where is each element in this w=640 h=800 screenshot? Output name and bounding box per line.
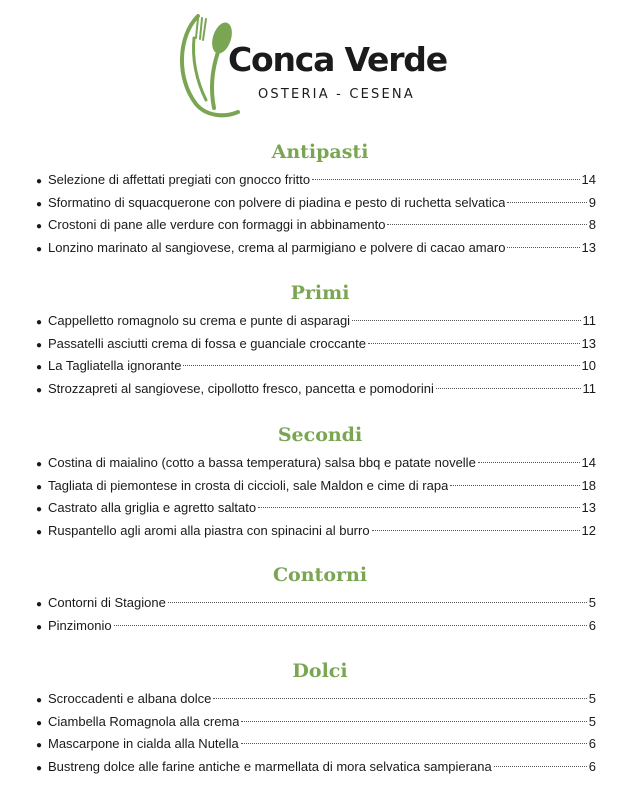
- bullet-icon: ●: [36, 599, 43, 610]
- bullet-icon: ●: [36, 317, 43, 328]
- bullet-icon: ●: [36, 717, 43, 729]
- dot-leader: [507, 247, 579, 248]
- menu-item-list: [0, 592, 640, 637]
- menu-item: [0, 475, 640, 498]
- menu-item: [0, 452, 640, 475]
- section-antipasti: [0, 140, 640, 260]
- section-secondi: [0, 423, 640, 543]
- brand-subtitle: OSTERIA - CESENA: [258, 87, 415, 102]
- menu-item: [0, 333, 640, 356]
- item-name: La Tagliatella ignorante: [48, 358, 182, 374]
- menu-item-list: [0, 688, 640, 779]
- item-name: Sformatino di squacquerone con polvere di piadina e pesto di ruchetta selvatica: [48, 194, 506, 210]
- dot-leader: [507, 202, 586, 203]
- dot-leader: [372, 530, 580, 531]
- menu-item: [0, 169, 640, 192]
- bullet-icon: ●: [36, 621, 43, 633]
- menu-item: [0, 497, 640, 520]
- item-price: 5: [588, 595, 596, 610]
- menu-item: [0, 592, 640, 615]
- section-title: Dolci: [292, 660, 348, 682]
- bullet-icon: ●: [36, 339, 43, 351]
- item-name: Strozzapreti al sangiovese, cipollotto fresco, pancetta e pomodorini: [48, 381, 434, 397]
- menu-item: [0, 237, 640, 260]
- dot-leader: [450, 485, 579, 486]
- section-title: Antipasti: [271, 141, 369, 163]
- item-name: Ruspantello agli aromi alla piastra con spinacini al burro: [48, 523, 370, 539]
- bullet-icon: ●: [36, 763, 43, 775]
- item-price: 10: [581, 358, 596, 374]
- menu-item-list: [0, 452, 640, 543]
- menu-item: [0, 355, 640, 378]
- item-name: Passatelli asciutti crema di fossa e guanciale croccante: [48, 335, 366, 351]
- section-contorni: [0, 563, 640, 637]
- dot-leader: [241, 743, 587, 744]
- dot-leader: [114, 625, 587, 626]
- dot-leader: [478, 462, 580, 463]
- item-price: 6: [588, 617, 596, 633]
- bullet-icon: ●: [36, 459, 43, 470]
- dot-leader: [312, 179, 579, 180]
- item-price: 6: [588, 736, 596, 752]
- menu-item: [0, 310, 640, 333]
- bullet-icon: ●: [36, 244, 43, 256]
- item-price: 12: [581, 523, 596, 539]
- dot-leader: [436, 388, 581, 389]
- dot-leader: [183, 365, 579, 366]
- item-price: 11: [582, 381, 596, 397]
- dot-leader: [368, 343, 580, 344]
- item-name: Bustreng dolce alle farine antiche e marmellata di mora selvatica sampierana: [48, 759, 492, 775]
- item-name: Contorni di Stagione: [48, 595, 166, 610]
- item-price: 13: [581, 500, 596, 516]
- menu-item: [0, 756, 640, 779]
- item-price: 5: [588, 713, 596, 729]
- item-name: Costina di maialino (cotto a bassa temperatura) salsa bbq e patate novelle: [48, 455, 476, 470]
- item-name: Ciambella Romagnola alla crema: [48, 713, 240, 729]
- menu-item: [0, 615, 640, 638]
- menu-item: [0, 711, 640, 734]
- bullet-icon: ●: [36, 385, 43, 397]
- section-primi: [0, 281, 640, 401]
- bullet-icon: ●: [36, 198, 43, 210]
- item-name: Lonzino marinato al sangiovese, crema al parmigiano e polvere di cacao amaro: [48, 240, 506, 256]
- section-dolci: [0, 659, 640, 779]
- section-title: Primi: [290, 282, 350, 304]
- menu-item-list: [0, 310, 640, 401]
- dot-leader: [213, 698, 586, 699]
- menu-item: [0, 192, 640, 215]
- item-price: 8: [588, 217, 596, 233]
- menu-header: [0, 0, 640, 120]
- item-price: 13: [581, 335, 596, 351]
- section-title: Secondi: [277, 424, 363, 446]
- item-name: Mascarpone in cialda alla Nutella: [48, 736, 239, 752]
- bullet-icon: ●: [36, 695, 43, 706]
- item-name: Cappelletto romagnolo su crema e punte di asparagi: [48, 313, 351, 328]
- dot-leader: [494, 766, 587, 767]
- dot-leader: [168, 602, 587, 603]
- item-name: Selezione di affettati pregiati con gnocco fritto: [48, 172, 311, 187]
- bullet-icon: ●: [36, 527, 43, 539]
- item-price: 13: [581, 240, 596, 256]
- item-price: 18: [581, 477, 596, 493]
- menu-item: [0, 378, 640, 401]
- item-price: 14: [581, 455, 596, 470]
- menu-item: [0, 733, 640, 756]
- item-name: Crostoni di pane alle verdure con formaggi in abbinamento: [48, 217, 386, 233]
- item-price: 9: [588, 194, 596, 210]
- item-name: Castrato alla griglia e agretto saltato: [48, 500, 257, 516]
- brand-name: Conca Verde: [228, 40, 447, 79]
- item-price: 5: [588, 691, 596, 706]
- dot-leader: [387, 224, 586, 225]
- item-name: Scroccadenti e albana dolce: [48, 691, 212, 706]
- dot-leader: [352, 320, 580, 321]
- menu-item-list: [0, 169, 640, 260]
- bullet-icon: ●: [36, 504, 43, 516]
- menu-item: [0, 520, 640, 543]
- dot-leader: [241, 721, 586, 722]
- item-price: 11: [582, 313, 596, 328]
- item-name: Tagliata di piemontese in crosta di ciccioli, sale Maldon e cime di rapa: [48, 477, 449, 493]
- bullet-icon: ●: [36, 362, 43, 374]
- item-price: 14: [581, 172, 596, 187]
- section-title: Contorni: [272, 564, 368, 586]
- bullet-icon: ●: [36, 176, 43, 187]
- item-price: 6: [588, 759, 596, 775]
- bullet-icon: ●: [36, 740, 43, 752]
- menu-item: [0, 214, 640, 237]
- bullet-icon: ●: [36, 221, 43, 233]
- dot-leader: [258, 507, 579, 508]
- menu-item: [0, 688, 640, 711]
- bullet-icon: ●: [36, 481, 43, 493]
- item-name: Pinzimonio: [48, 617, 112, 633]
